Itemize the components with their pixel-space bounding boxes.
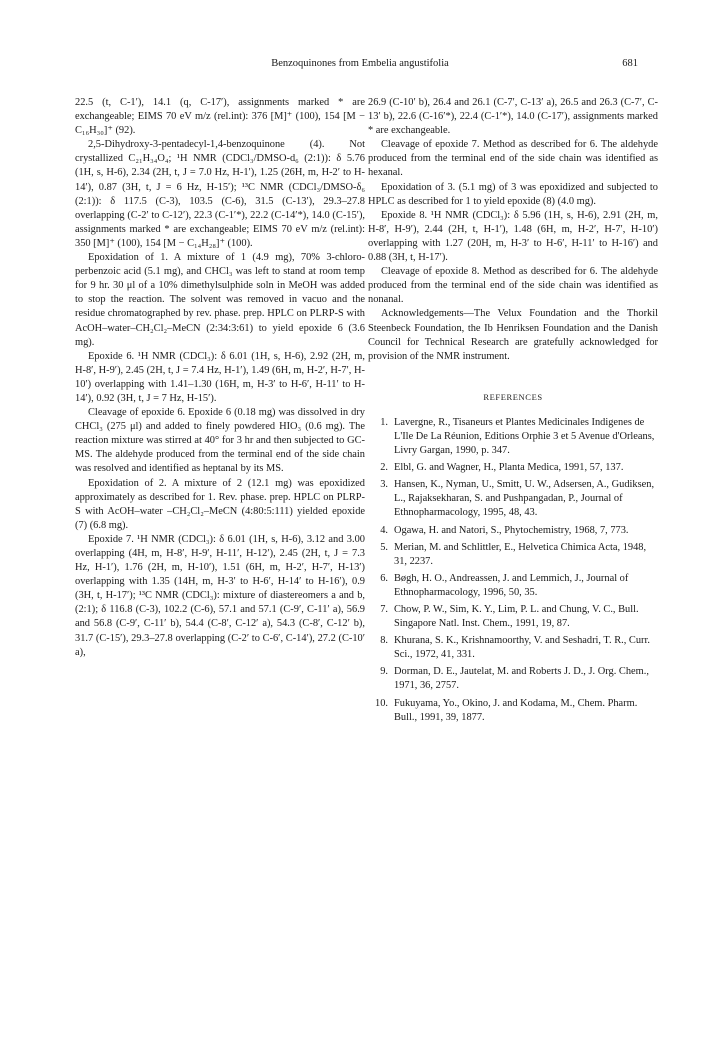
left-column <box>75 96 365 660</box>
paragraph: 26.9 (C-10′ b), 26.4 and 26.1 (C-7′, C-13′ a), 26.5 and 26.3 (C-7′, C-13′ b), 22.6 (C-16′*), 22.4 (C-1′*), 14.0 (C-17′), assignments marked * are exchangeable. <box>368 97 658 137</box>
reference-number: 8. <box>380 635 388 647</box>
reference-text: Ogawa, H. and Natori, S., Phytochemistry, 1968, 7, 773. <box>394 524 629 536</box>
reference-text: Elbl, G. and Wagner, H., Planta Medica, 1991, 57, 137. <box>394 462 624 474</box>
reference-item <box>368 697 658 725</box>
paragraph: Epoxide 6. ¹H NMR (CDCl₃): δ 6.01 (1H, s, H-6), 2.92 (2H, m, H-8′, H-9′), 2.45 (2H, t, J = 7.4 Hz, H-1′), 1.49 (6H, m, H-2′, H-7′, H-10′) overlapping with 1.41–1.30 (16H, m, H-3′ to H-6′, H-11′ to H-14′), 0.92 (3H, t, J = 7 Hz, H-15′). <box>75 350 365 404</box>
reference-number: 9. <box>380 666 388 678</box>
acknowledgements: Acknowledgements—The Velux Foundation and the Thorkil Steenbeck Foundation, the Ib Henriksen Foundation and the Danish Council for Technical Research are gratefully acknowledged for provision of the NMR instrument. <box>368 308 658 362</box>
paragraph: 2,5-Dihydroxy-3-pentadecyl-1,4-benzoquinone (4). Not crystallized C₂₁H₃₄O₄; ¹H NMR (CDCl₃/DMSO-d₆ (2:1)): δ 5.76 (1H, s, H-6), 2.34 (2H, t, J = 7.0 Hz, H-1′), 1.25 (26H, m, H-2′ to H-14′), 0.87 (3H, t, J = 6 Hz, H-15′); ¹³C NMR (CDCl₃/DMSO-δ₆ (2:1)): δ 117.5 (C-3), 103.5 (C-6), 31.5 (C-13′), 29.3–27.8 overlapping (C-2′ to C-12′), 22.3 (C-1′*), 22.2 (C-14′*), 14.0 (C-15′), assignments marked * are exchangeable; EIMS 70 eV m/z (rel.int): 350 [M]⁺ (100), 154 [M − C₁₄H₂₈]⁺ (100). <box>75 139 365 249</box>
paragraph: Epoxide 7. ¹H NMR (CDCl₃): δ 6.01 (1H, s, H-6), 3.12 and 3.00 overlapping (4H, m, H-8′, H-9′, H-11′, H-12′), 2.45 (2H, t, J = 7.3 Hz, H-1′), 1.76 (2H, m, H-10′), 1.51 (6H, m, H-2′, H-7′, H-13′) overlapping with 1.35 (14H, m, H-3′ to H-6′, H-14′ to H-16′), 0.9 (3H, t, H-17′); ¹³C NMR (CDCl₃): mixture of diastereomers a and b, (2:1); δ 116.8 (C-3), 102.2 (C-6), 57.1 and 57.1 (C-9′, C-11′ a), 56.9 and 56.8 (C-9′, C-11′ b), 54.4 (C-8′, C-12′ a), 54.3 (C-8′, C-12′ b), 31.7 (C-15′), 29.3–27.8 overlapping (C-2′ to C-6′, C-14′), 27.2 (C-10′ a), <box>75 533 365 658</box>
reference-item <box>368 416 658 458</box>
reference-text: Fukuyama, Yo., Okino, J. and Kodama, M., Chem. Pharm. Bull., 1991, 39, 1877. <box>394 697 638 723</box>
references-list <box>368 416 658 725</box>
reference-text: Chow, P. W., Sim, K. Y., Lim, P. L. and Chung, V. C., Bull. Singapore Natl. Inst. Chem., 1991, 19, 87. <box>394 604 639 630</box>
reference-number: 10. <box>375 697 388 709</box>
paragraph: Epoxide 8. ¹H NMR (CDCl₃): δ 5.96 (1H, s, H-6), 2.91 (2H, m, H-8′, H-9′), 2.44 (2H, t, H-1′), 1.48 (6H, m, H-2′, H-7′, H-10′) overlapping with 1.27 (20H, m, H-3′ to H-6′, H-11′ to H-16′) and 0.88 (3H, t, H-17′). <box>368 209 658 264</box>
reference-item <box>368 478 658 520</box>
reference-text: Hansen, K., Nyman, U., Smitt, U. W., Adsersen, A., Gudiksen, L., Rajaksekharan, S. and Pushpangadan, P., Journal of Ethnopharmacology, 1995, 48, 43. <box>394 479 655 519</box>
reference-text: Bøgh, H. O., Andreassen, J. and Lemmich, J., Journal of Ethnopharmacology, 1996, 50, 35. <box>394 572 629 598</box>
reference-number: 7. <box>380 604 388 615</box>
paragraph: Epoxidation of 3. (5.1 mg) of 3 was epoxidized and subjected to HPLC as described for 1 to yield epoxide (8) (4.0 mg). <box>368 181 658 207</box>
reference-item <box>368 634 658 662</box>
page-number: 681 <box>622 58 638 69</box>
reference-number: 6. <box>380 572 388 584</box>
reference-number: 3. <box>380 479 388 491</box>
reference-number: 5. <box>380 541 388 553</box>
reference-number: 2. <box>380 462 388 474</box>
reference-text: Lavergne, R., Tisaneurs et Plantes Medicinales Indigenes de L'Ile De La Réunion, Editions Orphie 3 et 5 Avenue d'Orleans, Livry Gargan, 1990, p. 347. <box>394 416 655 457</box>
reference-item <box>368 665 658 693</box>
references-heading: REFERENCES <box>483 391 543 402</box>
reference-number: 1. <box>380 416 388 428</box>
reference-number: 4. <box>380 524 388 536</box>
paragraph: Cleavage of epoxide 7. Method as described for 6. The aldehyde produced from the terminal end of the side chain was identified as hexanal. <box>368 139 658 179</box>
reference-text: Dorman, D. E., Jautelat, M. and Roberts J. D., J. Org. Chem., 1971, 36, 2757. <box>394 666 649 692</box>
right-column <box>368 96 658 728</box>
reference-item <box>368 461 658 475</box>
reference-item <box>368 572 658 600</box>
running-header <box>70 58 650 74</box>
reference-item <box>368 524 658 538</box>
running-title: Benzoquinones from Embelia angustifolia <box>271 58 449 69</box>
paragraph: 22.5 (t, C-1′), 14.1 (q, C-17′), assignments marked * are exchangeable; EIMS 70 eV m/z (rel.int): 376 [M]⁺ (100), 154 [M − C₁₆H₃₀]⁺ (92). <box>75 97 365 137</box>
reference-item <box>368 603 658 631</box>
paragraph: Epoxidation of 2. A mixture of 2 (12.1 mg) was epoxidized approximately as described for 1. Rev. phase. prep. HPLC on PLRP-S with AcOH–water –CH₂Cl₂–MeCN (4:80:5:111) yielded epoxide (7) (6.8 mg). <box>75 477 365 531</box>
reference-item <box>368 541 658 569</box>
paragraph: Cleavage of epoxide 6. Epoxide 6 (0.18 mg) was dissolved in dry CHCl₃ (275 μl) and added to finely powdered HIO₃ (0.6 mg). The reaction mixture was stirred at 40° for 3 hr and then subjected to GC-MS. The aldehyde produced from the terminal end of the side chain was resolved and identified as heptanal by its MS. <box>75 407 365 475</box>
reference-text: Khurana, S. K., Krishnamoorthy, V. and Seshadri, T. R., Curr. Sci., 1972, 41, 331. <box>394 635 650 661</box>
paragraph: Epoxidation of 1. A mixture of 1 (4.9 mg), 70% 3-chloro-perbenzoic acid (5.1 mg), and CHCl₃ was left to stand at room temp for 9 hr. 30 μl of a 10% dimethylsulphide soln in MeOH was added to stop the reaction. The solvent was removed in vacuo and the residue chromatographed by rev. phase. prep. HPLC on PLRP-S with AcOH–water–CH₂Cl₂–MeCN (2:34:3:61) to yield epoxide 6 (3.6 mg). <box>75 252 365 348</box>
reference-text: Merian, M. and Schlittler, E., Helvetica Chimica Acta, 1948, 31, 2237. <box>394 541 647 567</box>
paragraph: Cleavage of epoxide 8. Method as described for 6. The aldehyde produced from the terminal end of the side chain was identified as nonanal. <box>368 266 658 306</box>
